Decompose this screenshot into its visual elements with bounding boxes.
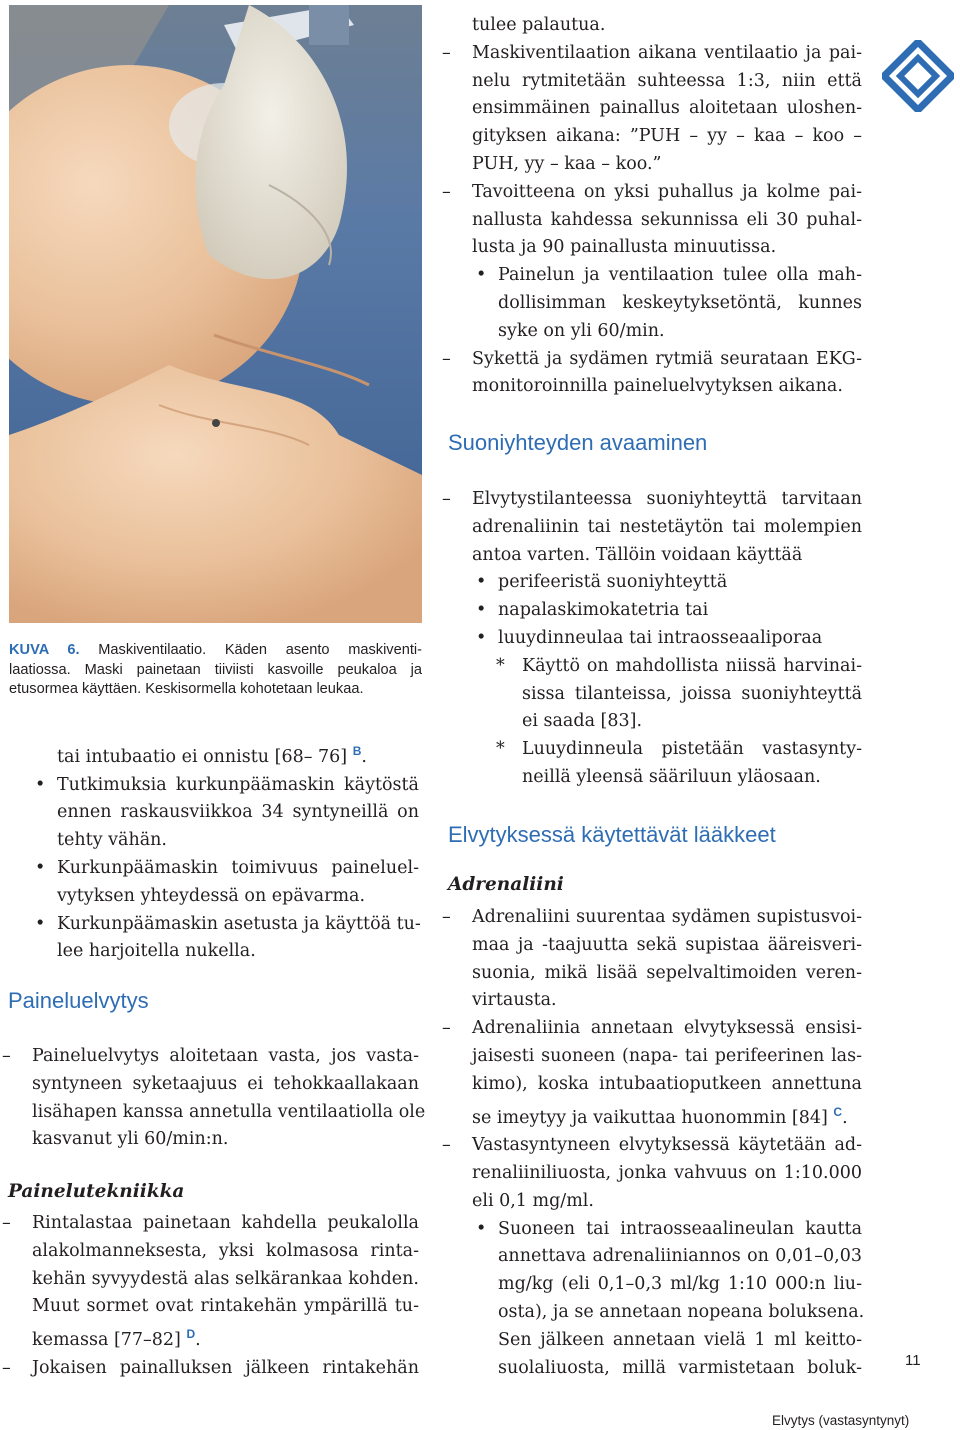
- text-line: ensimmäinen painallus aloitetaan uloshen-: [472, 98, 862, 119]
- continuation-text: tulee palautua.: [472, 15, 606, 35]
- logo-diamond-icon: [882, 40, 954, 112]
- text-line: mg/kg (eli 0,1–0,3 ml/kg 1:10 000:n liu-: [498, 1274, 862, 1295]
- dash-icon: –: [442, 1018, 451, 1039]
- text-line: syke on yli 60/min.: [498, 320, 665, 341]
- text-line: Sen jälkeen annetaan vielä 1 ml keitto-: [498, 1329, 862, 1350]
- list-item: perifeeristä suoniyhteyttä: [498, 572, 728, 593]
- dash-item: [442, 346, 862, 402]
- text-line: osta), ja se annetaan nopeana boluksena.: [498, 1301, 865, 1322]
- dash-icon: –: [442, 907, 451, 927]
- bullet-item: [476, 262, 862, 345]
- text-line: Vastasyntyneen elvytyksessä käytetään ad-: [472, 1135, 862, 1156]
- dash-icon: –: [442, 42, 451, 63]
- text-line: Rintalastaa painetaan kahdella peukalolla: [32, 1213, 419, 1233]
- bullet-icon: •: [476, 627, 487, 648]
- text-line: kimo), koska intubaatioputkeen annettuna: [472, 1073, 862, 1094]
- text-line: Maskiventilaation aikana ventilaatio ja pai-: [472, 42, 862, 63]
- text-line: jaisesti suoneen (napa- tai perifeerinen las-: [472, 1045, 862, 1066]
- bullet-icon: •: [35, 774, 46, 795]
- text-line: gityksen aikana: ”PUH – yy – kaa – koo –: [472, 126, 862, 147]
- text-line: kemassa [77–82]: [32, 1330, 181, 1351]
- subheading-adrenaliini: Adrenaliini: [448, 874, 564, 895]
- text-line: Tavoitteena on yksi puhallus ja kolme pai-: [472, 181, 862, 202]
- heading-suoniyhteyden-avaaminen: Suoniyhteyden avaaminen: [448, 430, 708, 455]
- heading-paineluelvytys: Paineluelvytys: [8, 988, 149, 1013]
- caption-line: laatiossa. Maski painetaan tiiviisti kasvoille peukaloa ja: [9, 661, 422, 678]
- text-line: ennen raskausviikkoa 34 syntyneillä on: [57, 802, 419, 823]
- bullet-icon: •: [35, 913, 46, 934]
- text-line: Jokaisen painalluksen jälkeen rintakehän: [32, 1357, 419, 1378]
- heading-elvytyksessa-kaytettavat-laakkeet: Elvytyksessä käytettävät lääkkeet: [448, 822, 776, 847]
- text-line: eli 0,1 mg/ml.: [472, 1190, 594, 1211]
- text-line: lee harjoitella nukella.: [57, 941, 256, 962]
- right-column-top: [442, 12, 862, 401]
- text-line: suolaliuosta, millä varmistetaan boluk-: [498, 1357, 862, 1378]
- list-item: napalaskimokatetria tai: [498, 600, 709, 621]
- list-item: luuydinneulaa tai intraosseaaliporaa: [498, 627, 823, 648]
- asterisk-icon: *: [496, 655, 505, 676]
- text-line: Kurkunpäämaskin toimivuus paineluel-: [57, 858, 419, 879]
- figure-caption: [9, 641, 422, 700]
- text-line: tehty vähän.: [57, 830, 167, 851]
- bullet-icon: •: [476, 1218, 487, 1239]
- text-line: kasvanut yli 60/min:n.: [32, 1129, 229, 1150]
- text-line: Käyttö on mahdollista niissä harvinai-: [522, 655, 862, 676]
- dash-icon: –: [442, 181, 451, 202]
- text-line: se imeytyy ja vaikuttaa huonommin [84]: [472, 1107, 828, 1128]
- text-line: vytyksen yhteydessä on epävarma.: [57, 885, 366, 906]
- text-line: lusta ja 90 painallusta minuutissa.: [472, 237, 777, 258]
- bullet-icon: •: [476, 265, 487, 286]
- text-line: alakolmanneksesta, yksi kolmasosa rinta-: [32, 1240, 419, 1261]
- text-line: Muut sormet ovat rintakehän ympärillä tu-: [32, 1296, 419, 1317]
- left-dash-block-2: – Rintalastaa painetaan kahdella peukalolla alakolmanneksesta, yksi kolmasosa rinta- kehän syvyydestä alas selkärankaa kohden. Muut sormet ovat rintakehän ympärillä tu- kemassa [77–82] $^D$. – Jokaisen painalluksen jälkeen rintakehän: [32, 1210, 419, 1383]
- figure-photo: [9, 5, 422, 623]
- text-line: kehän syvyydestä alas selkärankaa kohden.: [32, 1268, 419, 1289]
- text-line: Elvytystilanteessa suoniyhteyttä tarvitaan: [472, 489, 862, 509]
- text-line: Adrenaliinia annetaan elvytyksessä ensisi-: [472, 1018, 862, 1039]
- bullet-icon: •: [35, 858, 46, 879]
- text-line: Paineluelvytys aloitetaan vasta, jos vasta-: [32, 1046, 419, 1066]
- dash-icon: –: [442, 489, 451, 509]
- text-line: virtausta.: [472, 990, 557, 1011]
- bullet-item: [35, 772, 419, 855]
- text-line: maa ja -taajuutta sekä supistaa ääreisveri-: [472, 934, 862, 955]
- text-line: suonia, mikä lisää sepelvaltimoiden veren-: [472, 962, 862, 983]
- dash-icon: –: [442, 1135, 451, 1156]
- subheading-painelutekniikka: Painelutekniikka: [8, 1181, 185, 1202]
- text-line: Luuydinneula pistetään vastasynty-: [522, 739, 862, 760]
- asterisk-icon: *: [496, 739, 505, 760]
- text-line: ei saada [83].: [522, 711, 643, 732]
- dash-icon: –: [2, 1046, 11, 1066]
- text-line: antoa varten. Tällöin voidaan käyttää: [472, 544, 803, 565]
- text-line: PUH, yy – kaa – koo.”: [472, 153, 662, 174]
- drugs-block: – Adrenaliini suurentaa sydämen supistusvoi- maa ja -taajuutta sekä supistaa ääreisveri- suonia, mikä lisää sepelvaltimoiden veren- virtausta. – Adrenaliinia annetaan elvytyksessä ensisi- jaisesti suoneen (napa- tai perifeerinen las- kimo), koska intubaatioputkeen annettuna se imeytyy ja vaikuttaa huonommin [84] $^C$. – Vastasyntyneen elvytyksessä käytetään ad- renaliiniliuosta, jonka vahvuus on 1:10.000 eli 0,1 mg/ml. • Suoneen tai intraosseaalineulan kautta annettava adrenaliiniannos on 0,01–0,03 mg/kg (eli 0,1–0,3 ml/kg 1:10 000:n liu- osta), ja se annetaan nopeana boluksena. Sen jälkeen annetaan vielä 1 ml keitto- suolaliuosta, millä varmistetaan boluk-: [472, 904, 862, 1382]
- text-line: Sykettä ja sydämen rytmiä seurataan EKG-: [472, 348, 862, 369]
- bullet-item: [35, 855, 419, 911]
- left-dash-block: [2, 1043, 426, 1154]
- dash-item: [442, 179, 862, 262]
- bullet-item: [35, 911, 421, 967]
- caption-label: KUVA 6.: [9, 642, 80, 658]
- evidence-grade: B: [352, 744, 362, 758]
- text-line: monitoroinnilla paineluelvytyksen aikana.: [472, 376, 843, 397]
- airway-block: [442, 486, 862, 792]
- text-line: Tutkimuksia kurkunpäämaskin käytöstä: [57, 774, 419, 795]
- dash-icon: –: [2, 1357, 11, 1378]
- text-line: lisähapen kanssa annetulla ventilaatiolla ole: [32, 1101, 426, 1122]
- text-line: Kurkunpäämaskin asetusta ja käyttöä tu-: [57, 913, 421, 934]
- text-line: sissa tilanteissa, joissa suoniyhteyttä: [522, 683, 862, 704]
- evidence-grade: D: [186, 1327, 196, 1342]
- bullet-icon: •: [476, 600, 487, 621]
- text-line: renaliiniliuosta, jonka vahvuus on 1:10.000: [472, 1163, 862, 1183]
- left-column-text: tai intubaatio ei onnistu [68– 76] $^B$. • Tutkimuksia kurkunpäämaskin käytöstä ennen raskausviikkoa 34 syntyneillä on tehty vähän. • Kurkunpäämaskin toimivuus paineluel- vytyksen yhteydessä on epävarma. • Kurkunpäämaskin asetusta ja käyttöä tu- lee harjoitella nukella.: [57, 738, 419, 966]
- dash-icon: –: [2, 1213, 11, 1233]
- page-number: 11: [905, 1352, 921, 1369]
- caption-line: etusormea käyttäen. Keskisormella kohotetaan leukaa.: [9, 681, 364, 697]
- text-line: nelu rytmitetään suhteessa 1:3, niin että: [472, 70, 862, 91]
- running-title: Elvytys (vastasyntynyt): [772, 1413, 910, 1428]
- continuation-text: tai intubaatio ei onnistu [68– 76]: [57, 746, 348, 767]
- text-line: syntyneen syketaajuus ei tehokkaallakaan: [32, 1073, 419, 1094]
- text-line: Adrenaliini suurentaa sydämen supistusvoi-: [472, 907, 862, 927]
- caption-line: Maskiventilaatio. Käden asento maskiventi-: [98, 642, 422, 658]
- text-line: Painelun ja ventilaation tulee olla mah-: [498, 265, 862, 286]
- dash-item: [442, 40, 862, 179]
- dash-icon: –: [442, 348, 451, 369]
- text-line: annettava adrenaliiniannos on 0,01–0,03: [498, 1246, 862, 1267]
- text-line: adrenaliinin tai nestetäytön tai molempien: [472, 516, 862, 537]
- bullet-icon: •: [476, 572, 487, 593]
- text-line: Suoneen tai intraosseaalineulan kautta: [498, 1218, 862, 1239]
- text-line: dollisimman keskeytyksetöntä, kunnes: [498, 292, 862, 313]
- evidence-grade: C: [833, 1104, 843, 1119]
- text-line: nallusta kahdessa sekunnissa eli 30 puhal-: [472, 209, 862, 230]
- text-line: neillä yleensä sääriluun yläosaan.: [522, 766, 821, 787]
